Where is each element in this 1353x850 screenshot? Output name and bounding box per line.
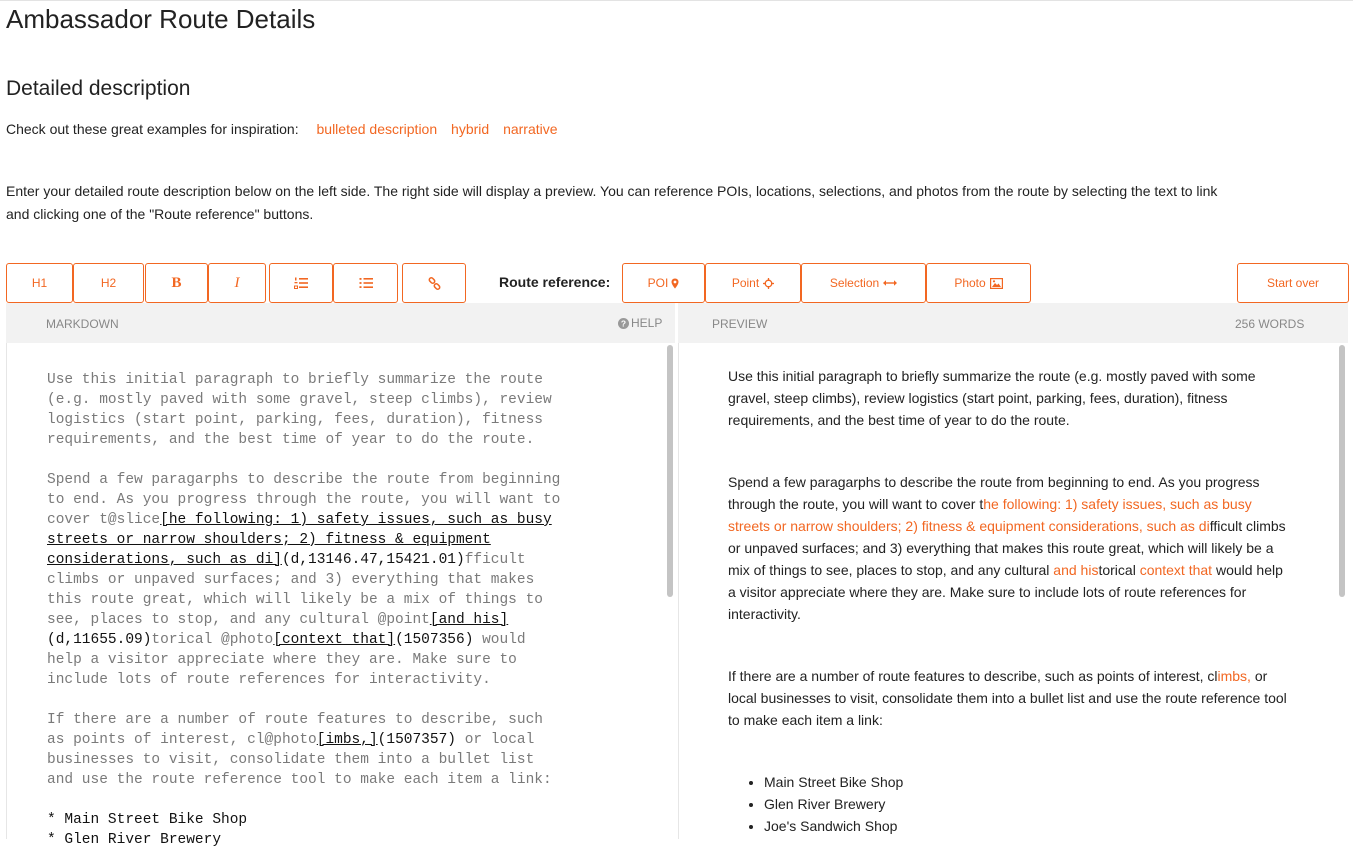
markdown-panel-header (6, 303, 675, 343)
md-line: include lots of route references for interactivity. (47, 672, 491, 688)
link-icon (428, 277, 441, 290)
list-item: • Main Street Bike Shop (764, 771, 1288, 793)
question-circle-icon (618, 318, 629, 329)
page-title: Ambassador Route Details (6, 4, 316, 34)
md-line: would (473, 632, 526, 648)
word-count: 256 WORDS (1235, 317, 1305, 331)
arrows-horizontal-icon (883, 279, 897, 287)
md-link-target: (1507357) (377, 732, 456, 748)
instructions (6, 180, 1346, 226)
preview-text: If there are a number of route features to describe, such as points of interest, cl (728, 668, 1218, 684)
preview-scrollbar-thumb[interactable] (1339, 345, 1345, 597)
help-label: HELP (631, 316, 663, 330)
route-reference-label: Route reference: (499, 274, 611, 290)
point-label: Point (731, 276, 760, 290)
examples-prefix: Check out these great examples for inspiration: (6, 121, 299, 137)
preview-route-link-selection[interactable]: he following: 1) safety issues, such as busy streets or narrow shoulders; 2) fitness & equipment considerations, such as di (728, 496, 1252, 534)
md-link-text: [and his] (429, 612, 509, 628)
h2-button[interactable]: H2 (73, 263, 144, 303)
example-link-narrative[interactable]: narrative (503, 121, 558, 137)
ordered-list-button[interactable] (269, 263, 333, 303)
preview-text: or local businesses to visit, consolidate them into a bullet list and use the route reference tool to make each item a link: (728, 668, 1287, 728)
list-item: • Joe's Sandwich Shop (764, 815, 1288, 837)
preview-scrollbar[interactable] (1338, 343, 1346, 839)
md-line: logistics (start point, parking, fees, duration), fitness (47, 412, 543, 428)
selection-button[interactable] (801, 263, 926, 303)
md-line: this route great, which will likely be a mix of things to (47, 592, 543, 608)
crosshairs-icon (763, 278, 774, 289)
point-button[interactable] (705, 263, 801, 303)
md-line: * Main Street Bike Shop (47, 812, 248, 828)
md-link-text: streets or narrow shoulders; 2) fitness & equipment (47, 532, 491, 548)
md-line: to end. As you progress through the route, you will want to (47, 492, 561, 508)
bullet-list-button[interactable] (333, 263, 398, 303)
md-link-target: (d,13146.47,15421.01) (281, 552, 465, 568)
md-line: see, places to stop, and any cultural @point (47, 612, 430, 628)
md-line: businesses to visit, consolidate them into a bullet list (47, 752, 535, 768)
md-line: or local (456, 732, 535, 748)
md-line: torical @photo (151, 632, 274, 648)
start-over-button[interactable]: Start over (1237, 263, 1349, 303)
preview-text: would help a visitor appreciate where they are. Make sure to include lots of route references for interactivity. (728, 562, 1283, 622)
photo-label: Photo (954, 276, 986, 290)
preview-bullet-list (764, 771, 1288, 837)
section-title: Detailed description (6, 77, 191, 100)
preview-text: fficult climbs or unpaved surfaces; and 3) everything that makes this route great, which will likely be a mix of things to see, places to stop, and any cultural (728, 518, 1286, 578)
link-button[interactable] (402, 263, 466, 303)
h1-button[interactable]: H1 (6, 263, 73, 303)
poi-label: POI (647, 276, 669, 290)
md-line: fficult (464, 552, 526, 568)
md-link-text: [context that] (273, 632, 396, 648)
md-line: help a visitor appreciate where they are. Make sure to (47, 652, 517, 668)
preview-text: torical (1098, 562, 1140, 578)
md-link-text: [he following: 1) safety issues, such as busy (160, 512, 552, 528)
selection-label: Selection (829, 276, 880, 290)
image-icon (990, 278, 1003, 289)
preview-header-label: PREVIEW (712, 317, 768, 331)
preview-route-link-photo[interactable]: context that (1139, 562, 1213, 578)
preview-text: Spend a few paragarphs to describe the route from beginning to end. As you progress through the route, you will want to cover t (728, 474, 1260, 512)
md-link-target: (d,11655.09) (47, 632, 152, 648)
editor-scrollbar[interactable] (666, 343, 674, 839)
preview-route-link-point[interactable]: and his (1053, 562, 1099, 578)
preview-route-link-photo[interactable]: imbs, (1217, 668, 1251, 684)
md-line: (e.g. mostly paved with some gravel, steep climbs), review (47, 392, 552, 408)
md-line: as points of interest, cl@photo (47, 732, 317, 748)
md-line: * Glen River Brewery (47, 832, 222, 848)
list-item: • Glen River Brewery (764, 793, 1288, 815)
example-link-hybrid[interactable]: hybrid (451, 121, 490, 137)
markdown-text[interactable] (47, 370, 627, 850)
instructions-line-2: and clicking one of the "Route reference" buttons. (6, 206, 314, 222)
bullet-list-icon (359, 277, 373, 289)
markdown-editor[interactable] (6, 343, 675, 848)
preview-panel-header (678, 303, 1348, 343)
help-link[interactable] (618, 316, 662, 330)
top-divider (0, 0, 1353, 1)
examples-line (6, 121, 558, 137)
md-link-target: (1507356) (395, 632, 474, 648)
photo-button[interactable] (926, 263, 1031, 303)
preview-paragraph-2 (728, 471, 1288, 625)
md-line: requirements, and the best time of year to do the route. (47, 432, 535, 448)
preview-content (728, 365, 1288, 837)
md-line: If there are a number of route features to describe, such (47, 712, 543, 728)
md-line: climbs or unpaved surfaces; and 3) everything that makes (47, 572, 535, 588)
md-line: Use this initial paragraph to briefly summarize the route (47, 372, 543, 388)
md-link-text: considerations, such as di] (47, 552, 282, 568)
editor-scrollbar-thumb[interactable] (667, 345, 673, 597)
md-link-text: [imbs,] (316, 732, 378, 748)
md-line: cover t@slice (47, 512, 161, 528)
markdown-header-label: MARKDOWN (46, 317, 119, 331)
preview-pane (678, 343, 1348, 839)
ordered-list-icon (294, 277, 308, 289)
italic-button[interactable]: I (208, 263, 266, 303)
preview-paragraph-3 (728, 665, 1288, 731)
poi-button[interactable] (622, 263, 705, 303)
map-marker-icon (671, 278, 679, 289)
svg-text:?: ? (620, 318, 627, 329)
preview-paragraph-1: Use this initial paragraph to briefly summarize the route (e.g. mostly paved with some gravel, steep climbs), review logistics (start point, parking, fees, duration), fitness requirements, and the best time of year to do the route. (728, 368, 1256, 428)
md-line: Spend a few paragarphs to describe the route from beginning (47, 472, 561, 488)
md-line: and use the route reference tool to make each item a link: (47, 772, 552, 788)
bold-button[interactable]: B (145, 263, 208, 303)
example-link-bulleted[interactable]: bulleted description (316, 121, 438, 137)
instructions-line-1: Enter your detailed route description below on the left side. The right side will display a preview. You can reference POIs, locations, selections, and photos from the route by selecting the text to link (6, 183, 1218, 199)
